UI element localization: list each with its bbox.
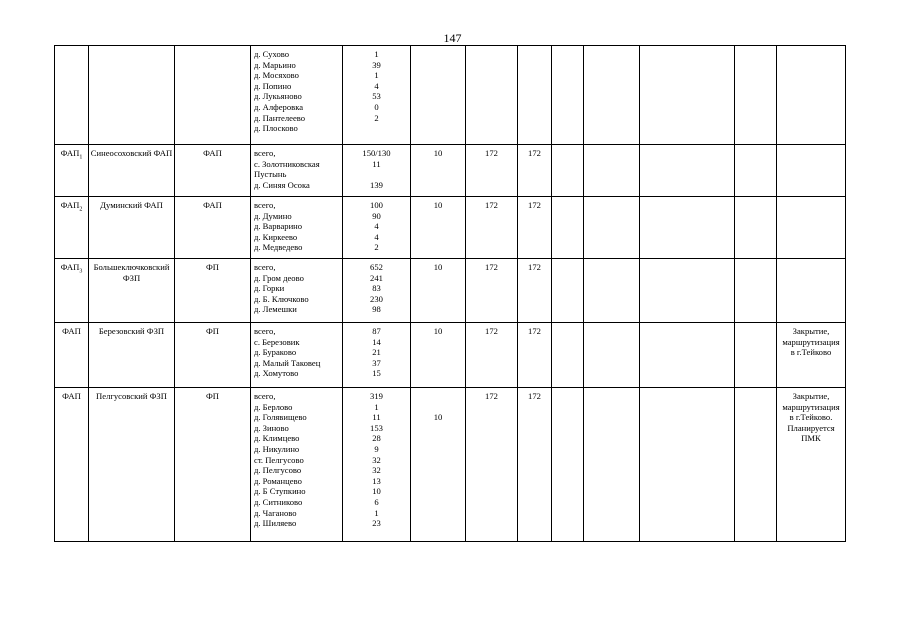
empty-cell (584, 323, 640, 388)
note-cell (777, 46, 846, 145)
empty-cell (640, 145, 735, 197)
empty-cell (735, 259, 777, 323)
value-b-cell: 172 (466, 388, 518, 542)
type-cell (55, 46, 89, 145)
name-cell: Большеключковский ФЗП (89, 259, 175, 323)
equip-cell (175, 46, 251, 145)
empty-cell (552, 46, 584, 145)
facilities-table (54, 45, 846, 542)
type-cell: ФАП (55, 323, 89, 388)
population-cell: 87 14 21 37 15 (343, 323, 411, 388)
empty-cell (735, 323, 777, 388)
type-cell: $ФАП_2$ (55, 197, 89, 259)
empty-cell (584, 388, 640, 542)
value-a-cell: 10 (411, 323, 466, 388)
value-b-cell: 172 (466, 323, 518, 388)
value-b-cell: 172 (466, 145, 518, 197)
table-row (55, 46, 846, 145)
table-row (55, 197, 846, 259)
type-cell: $ФАП_1$ (55, 145, 89, 197)
note-cell (777, 145, 846, 197)
empty-cell (735, 145, 777, 197)
table-row (55, 145, 846, 197)
equip-cell: ФП (175, 323, 251, 388)
places-cell: всего, с. Березовик д. Бураково д. Малый Таковец д. Хомутово (251, 323, 343, 388)
empty-cell (640, 46, 735, 145)
empty-cell (640, 323, 735, 388)
note-cell (777, 259, 846, 323)
population-cell: 1 39 1 4 53 0 2 (343, 46, 411, 145)
empty-cell (640, 388, 735, 542)
empty-cell (584, 259, 640, 323)
equip-cell: ФАП (175, 197, 251, 259)
population-cell: 150/130 11 139 (343, 145, 411, 197)
places-cell: всего, д. Берлово д. Голявищево д. Зиново д. Климцево д. Никулино ст. Пелгусово д. Пелгусово д. Романцево д. Б Ступкино д. Ситниково д. Чаганово д. Шиляево (251, 388, 343, 542)
empty-cell (640, 259, 735, 323)
empty-cell (584, 46, 640, 145)
type-cell: $ФАП_3$ (55, 259, 89, 323)
table-row (55, 259, 846, 323)
value-b-cell: 172 (466, 197, 518, 259)
note-cell: Закрытие, маршрутизация в г.Тейково. Планируется ПМК (777, 388, 846, 542)
places-cell: всего, д. Гром деово д. Горки д. Б. Ключково д. Лемешки (251, 259, 343, 323)
places-cell: д. Сухово д. Марьино д. Мосяхово д. Попино д. Лукьяново д. Алферовка д. Пантелеево д. Плосково (251, 46, 343, 145)
equip-cell: ФП (175, 259, 251, 323)
value-c-cell: 172 (518, 259, 552, 323)
population-cell: 319 1 11 153 28 9 32 32 13 10 6 1 23 (343, 388, 411, 542)
population-cell: 652 241 83 230 98 (343, 259, 411, 323)
value-a-cell (411, 46, 466, 145)
empty-cell (735, 388, 777, 542)
note-cell (777, 197, 846, 259)
value-c-cell: 172 (518, 197, 552, 259)
name-cell: Синеосоховский ФАП (89, 145, 175, 197)
value-c-cell: 172 (518, 323, 552, 388)
value-c-cell: 172 (518, 145, 552, 197)
value-b-cell (466, 46, 518, 145)
value-a-cell: 10 (411, 388, 466, 542)
empty-cell (552, 388, 584, 542)
value-a-cell: 10 (411, 145, 466, 197)
type-cell: ФАП (55, 388, 89, 542)
empty-cell (735, 197, 777, 259)
note-cell: Закрытие, маршрутизация в г.Тейково (777, 323, 846, 388)
places-cell: всего, с. Золотниковская Пустынь д. Синяя Осока (251, 145, 343, 197)
name-cell: Пелгусовский ФЗП (89, 388, 175, 542)
value-a-cell: 10 (411, 197, 466, 259)
table-row (55, 388, 846, 542)
value-a-cell: 10 (411, 259, 466, 323)
page-number: 147 (443, 31, 462, 45)
name-cell: Думинский ФАП (89, 197, 175, 259)
empty-cell (584, 197, 640, 259)
empty-cell (552, 259, 584, 323)
equip-cell: ФП (175, 388, 251, 542)
population-cell: 100 90 4 4 2 (343, 197, 411, 259)
name-cell: Березовский ФЗП (89, 323, 175, 388)
empty-cell (735, 46, 777, 145)
value-c-cell (518, 46, 552, 145)
empty-cell (584, 145, 640, 197)
empty-cell (552, 323, 584, 388)
places-cell: всего, д. Думино д. Варварино д. Киркеево д. Медведево (251, 197, 343, 259)
table-row (55, 323, 846, 388)
name-cell (89, 46, 175, 145)
value-b-cell: 172 (466, 259, 518, 323)
empty-cell (552, 145, 584, 197)
empty-cell (640, 197, 735, 259)
value-c-cell: 172 (518, 388, 552, 542)
equip-cell: ФАП (175, 145, 251, 197)
empty-cell (552, 197, 584, 259)
